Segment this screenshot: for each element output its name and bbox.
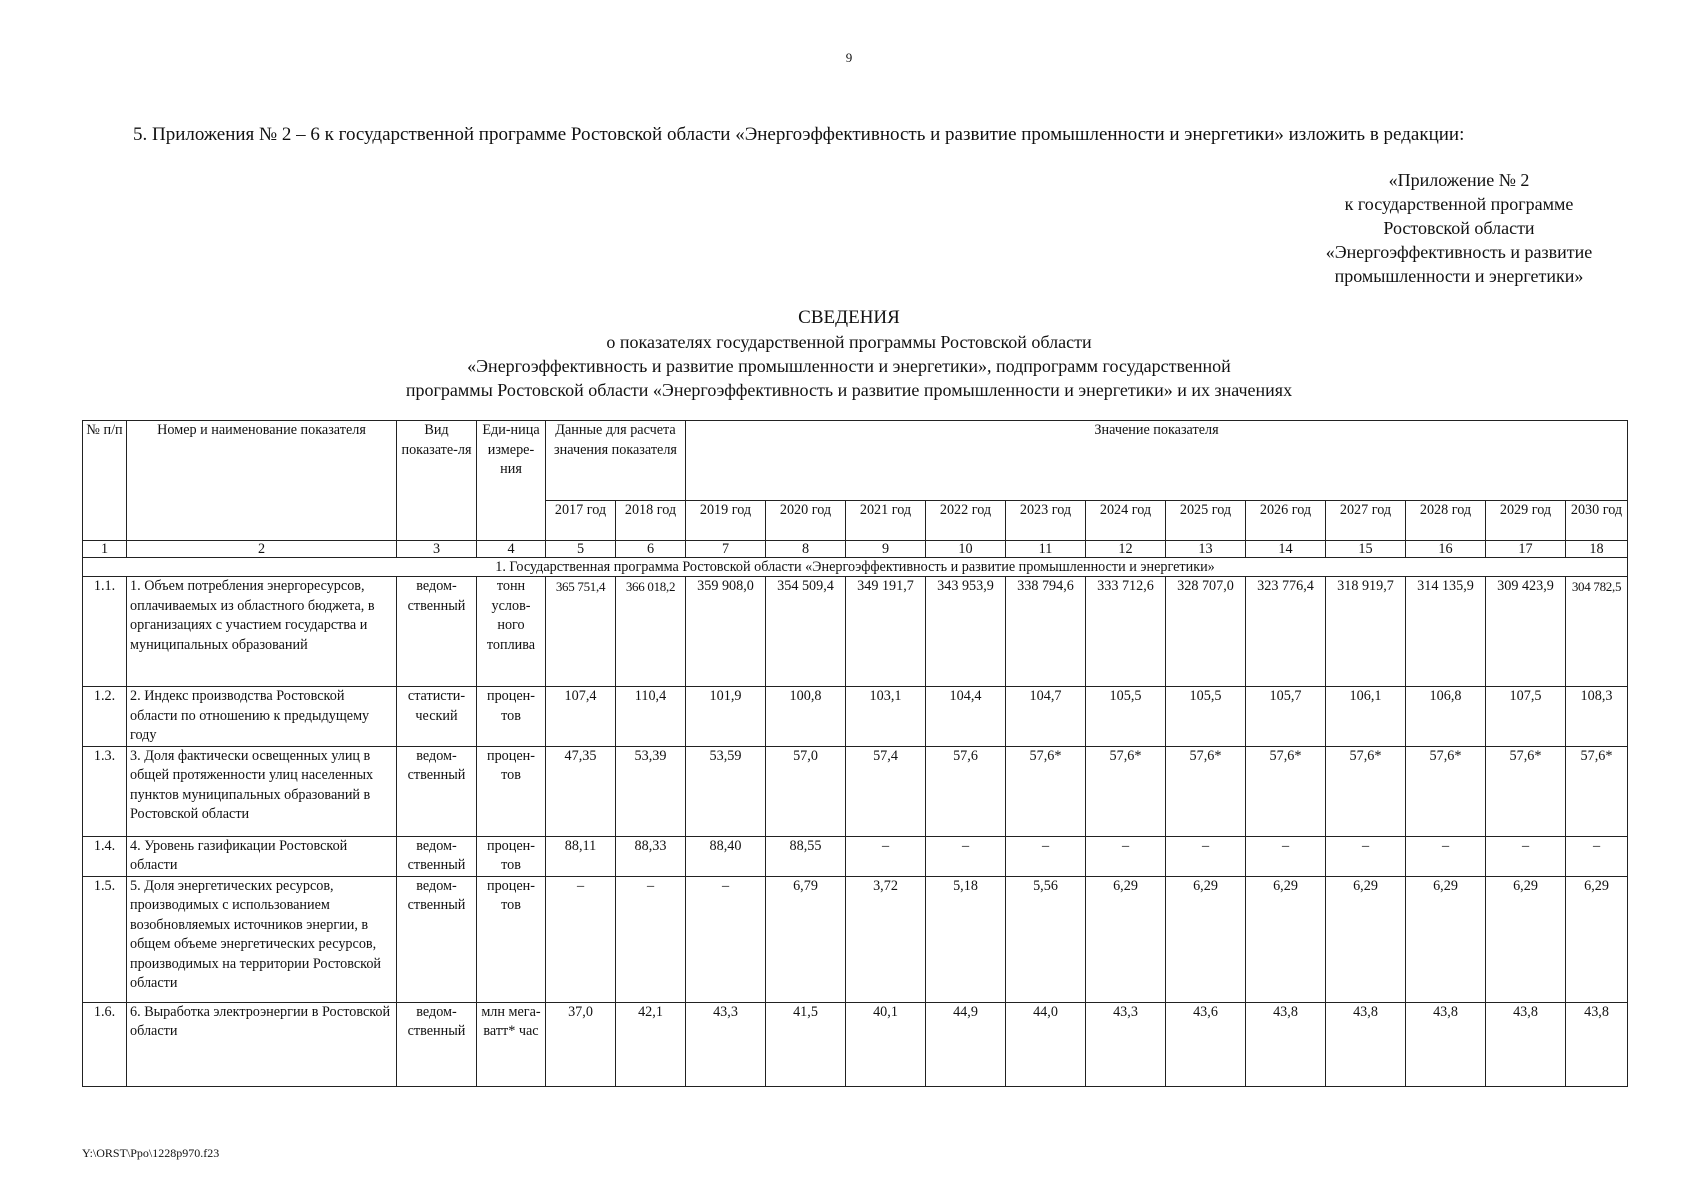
header-year: 2018 год xyxy=(616,501,686,541)
row-num: 1.5. xyxy=(83,876,127,1002)
row-value: 37,0 xyxy=(546,1002,616,1086)
row-value: 318 919,7 xyxy=(1326,577,1406,687)
row-value: 43,6 xyxy=(1166,1002,1246,1086)
row-value: – xyxy=(546,876,616,1002)
row-value: 53,39 xyxy=(616,746,686,836)
row-type: статисти-ческий xyxy=(397,687,477,747)
row-value: 6,29 xyxy=(1086,876,1166,1002)
header-num: № п/п xyxy=(83,421,127,541)
header-year: 2023 год xyxy=(1006,501,1086,541)
row-value: 354 509,4 xyxy=(766,577,846,687)
row-value: – xyxy=(1566,836,1628,876)
row-value: 6,29 xyxy=(1246,876,1326,1002)
row-unit: процен-тов xyxy=(477,746,546,836)
page-number: 9 xyxy=(845,50,853,65)
row-value: 57,6* xyxy=(1566,746,1628,836)
row-value: 105,5 xyxy=(1086,687,1166,747)
row-value: 106,1 xyxy=(1326,687,1406,747)
row-unit: процен-тов xyxy=(477,836,546,876)
row-value: – xyxy=(1166,836,1246,876)
file-path-footer: Y:\ORST\Ppo\1228p970.f23 xyxy=(82,1146,220,1160)
table-row xyxy=(83,836,1628,876)
header-year: 2020 год xyxy=(766,501,846,541)
row-value: 343 953,9 xyxy=(926,577,1006,687)
header-year: 2024 год xyxy=(1086,501,1166,541)
header-year: 2019 год xyxy=(686,501,766,541)
row-value: 101,9 xyxy=(686,687,766,747)
intro-paragraph: 5. Приложения № 2 – 6 к государственной программе Ростовской области «Энергоэффективность и развитие промышленности и энергетики» изложить в редакции: xyxy=(133,124,1465,145)
row-value: 103,1 xyxy=(846,687,926,747)
column-index: 2 xyxy=(127,541,397,558)
table-row xyxy=(83,876,1628,1002)
appendix-line: Ростовской области xyxy=(1383,218,1535,238)
appendix-line: промышленности и энергетики» xyxy=(1334,266,1584,286)
column-index: 3 xyxy=(397,541,477,558)
row-value: 366 018,2 xyxy=(616,577,686,687)
row-value: 323 776,4 xyxy=(1246,577,1326,687)
row-value: 107,5 xyxy=(1486,687,1566,747)
header-unit: Еди-ница измере-ния xyxy=(477,421,546,541)
row-value: 57,6* xyxy=(1486,746,1566,836)
column-index: 18 xyxy=(1566,541,1628,558)
row-value: 349 191,7 xyxy=(846,577,926,687)
row-value: 43,3 xyxy=(686,1002,766,1086)
row-value: 88,55 xyxy=(766,836,846,876)
column-index: 13 xyxy=(1166,541,1246,558)
row-value: 314 135,9 xyxy=(1406,577,1486,687)
row-value: 108,3 xyxy=(1566,687,1628,747)
header-base-data: Данные для расчета значения показателя xyxy=(546,421,686,501)
table-row xyxy=(83,687,1628,747)
row-unit: млн мега-ватт* час xyxy=(477,1002,546,1086)
header-row xyxy=(83,421,1628,501)
row-value: 57,6* xyxy=(1086,746,1166,836)
column-index: 6 xyxy=(616,541,686,558)
row-value: – xyxy=(1246,836,1326,876)
row-value: – xyxy=(1406,836,1486,876)
column-index: 12 xyxy=(1086,541,1166,558)
section-title: 1. Государственная программа Ростовской области «Энергоэффективность и развитие промышленности и энергетики» xyxy=(83,558,1628,577)
column-index: 16 xyxy=(1406,541,1486,558)
appendix-note xyxy=(1282,168,1636,288)
row-unit: процен-тов xyxy=(477,876,546,1002)
row-num: 1.3. xyxy=(83,746,127,836)
row-value: 106,8 xyxy=(1406,687,1486,747)
table-row xyxy=(83,746,1628,836)
row-value: 6,29 xyxy=(1406,876,1486,1002)
row-unit: тонн услов-ного топлива xyxy=(477,577,546,687)
row-value: 43,8 xyxy=(1406,1002,1486,1086)
table-row xyxy=(83,577,1628,687)
row-value: 57,6* xyxy=(1006,746,1086,836)
row-value: – xyxy=(686,876,766,1002)
row-value: 43,8 xyxy=(1246,1002,1326,1086)
row-name: 5. Доля энергетических ресурсов, производимых с использованием возобновляемых источников энергии, в общем объеме энергетических ресурсов, производимых на территории Ростовской области xyxy=(127,876,397,1002)
row-num: 1.6. xyxy=(83,1002,127,1086)
row-value: 338 794,6 xyxy=(1006,577,1086,687)
row-value: 57,6 xyxy=(926,746,1006,836)
row-value: 304 782,5 xyxy=(1566,577,1628,687)
row-name: 1. Объем потребления энергоресурсов, оплачиваемых из областного бюджета, в организациях с участием государства и муниципальных образований xyxy=(127,577,397,687)
row-num: 1.1. xyxy=(83,577,127,687)
row-value: – xyxy=(616,876,686,1002)
column-index: 1 xyxy=(83,541,127,558)
column-index: 15 xyxy=(1326,541,1406,558)
row-value: 328 707,0 xyxy=(1166,577,1246,687)
row-value: 43,8 xyxy=(1566,1002,1628,1086)
row-name: 2. Индекс производства Ростовской области по отношению к предыдущему году xyxy=(127,687,397,747)
header-name: Номер и наименование показателя xyxy=(127,421,397,541)
heading-line: о показателях государственной программы Ростовской области xyxy=(606,332,1092,352)
header-year: 2022 год xyxy=(926,501,1006,541)
row-value: 6,29 xyxy=(1486,876,1566,1002)
row-value: 57,6* xyxy=(1246,746,1326,836)
row-value: 333 712,6 xyxy=(1086,577,1166,687)
header-type: Вид показате-ля xyxy=(397,421,477,541)
table-row xyxy=(83,1002,1628,1086)
row-value: 104,4 xyxy=(926,687,1006,747)
row-value: 88,11 xyxy=(546,836,616,876)
column-index: 9 xyxy=(846,541,926,558)
row-value: 47,35 xyxy=(546,746,616,836)
row-value: 88,33 xyxy=(616,836,686,876)
row-num: 1.2. xyxy=(83,687,127,747)
heading-line: «Энергоэффективность и развитие промышленности и энергетики», подпрограмм государственной xyxy=(467,356,1231,376)
row-type: ведом-ственный xyxy=(397,746,477,836)
row-name: 6. Выработка электроэнергии в Ростовской области xyxy=(127,1002,397,1086)
row-value: 104,7 xyxy=(1006,687,1086,747)
row-value: – xyxy=(1006,836,1086,876)
header-year: 2017 год xyxy=(546,501,616,541)
column-index: 14 xyxy=(1246,541,1326,558)
row-type: ведом-ственный xyxy=(397,836,477,876)
column-index-row xyxy=(83,541,1628,558)
row-num: 1.4. xyxy=(83,836,127,876)
row-value: – xyxy=(846,836,926,876)
column-index: 7 xyxy=(686,541,766,558)
header-year: 2026 год xyxy=(1246,501,1326,541)
row-value: 5,56 xyxy=(1006,876,1086,1002)
row-value: 3,72 xyxy=(846,876,926,1002)
row-value: 359 908,0 xyxy=(686,577,766,687)
header-year: 2028 год xyxy=(1406,501,1486,541)
column-index: 10 xyxy=(926,541,1006,558)
column-index: 4 xyxy=(477,541,546,558)
row-value: – xyxy=(926,836,1006,876)
row-value: 6,79 xyxy=(766,876,846,1002)
row-unit: процен-тов xyxy=(477,687,546,747)
indicators-table xyxy=(82,420,1628,1087)
row-value: 6,29 xyxy=(1566,876,1628,1002)
row-type: ведом-ственный xyxy=(397,1002,477,1086)
row-value: 110,4 xyxy=(616,687,686,747)
appendix-line: «Приложение № 2 xyxy=(1388,170,1530,190)
column-index: 8 xyxy=(766,541,846,558)
row-value: 57,6* xyxy=(1326,746,1406,836)
row-value: 43,8 xyxy=(1486,1002,1566,1086)
row-value: – xyxy=(1086,836,1166,876)
row-value: 43,3 xyxy=(1086,1002,1166,1086)
row-value: 57,6* xyxy=(1406,746,1486,836)
section-row xyxy=(83,558,1628,577)
row-value: 5,18 xyxy=(926,876,1006,1002)
header-year: 2030 год xyxy=(1566,501,1628,541)
row-value: 41,5 xyxy=(766,1002,846,1086)
row-value: 44,0 xyxy=(1006,1002,1086,1086)
column-index: 11 xyxy=(1006,541,1086,558)
row-name: 3. Доля фактически освещенных улиц в общей протяженности улиц населенных пунктов муниципальных образований в Ростовской области xyxy=(127,746,397,836)
heading-line: программы Ростовской области «Энергоэффективность и развитие промышленности и энергетики» и их значениях xyxy=(405,380,1293,400)
header-year: 2021 год xyxy=(846,501,926,541)
row-value: 6,29 xyxy=(1326,876,1406,1002)
row-value: 6,29 xyxy=(1166,876,1246,1002)
row-value: – xyxy=(1486,836,1566,876)
appendix-line: к государственной программе xyxy=(1344,194,1574,214)
appendix-line: «Энергоэффективность и развитие xyxy=(1325,242,1593,262)
row-value: 107,4 xyxy=(546,687,616,747)
row-value: 57,0 xyxy=(766,746,846,836)
row-value: 43,8 xyxy=(1326,1002,1406,1086)
heading-title: СВЕДЕНИЯ xyxy=(798,307,900,328)
row-value: 42,1 xyxy=(616,1002,686,1086)
row-name: 4. Уровень газификации Ростовской области xyxy=(127,836,397,876)
header-values: Значение показателя xyxy=(686,421,1628,501)
header-year: 2027 год xyxy=(1326,501,1406,541)
document-heading xyxy=(0,306,1698,402)
row-type: ведом-ственный xyxy=(397,876,477,1002)
column-index: 17 xyxy=(1486,541,1566,558)
row-value: 105,5 xyxy=(1166,687,1246,747)
header-year: 2029 год xyxy=(1486,501,1566,541)
row-value: 309 423,9 xyxy=(1486,577,1566,687)
row-value: 57,6* xyxy=(1166,746,1246,836)
row-value: 40,1 xyxy=(846,1002,926,1086)
row-value: – xyxy=(1326,836,1406,876)
column-index: 5 xyxy=(546,541,616,558)
row-value: 53,59 xyxy=(686,746,766,836)
header-year: 2025 год xyxy=(1166,501,1246,541)
row-value: 57,4 xyxy=(846,746,926,836)
row-value: 105,7 xyxy=(1246,687,1326,747)
row-value: 100,8 xyxy=(766,687,846,747)
row-type: ведом-ственный xyxy=(397,577,477,687)
row-value: 365 751,4 xyxy=(546,577,616,687)
row-value: 44,9 xyxy=(926,1002,1006,1086)
row-value: 88,40 xyxy=(686,836,766,876)
